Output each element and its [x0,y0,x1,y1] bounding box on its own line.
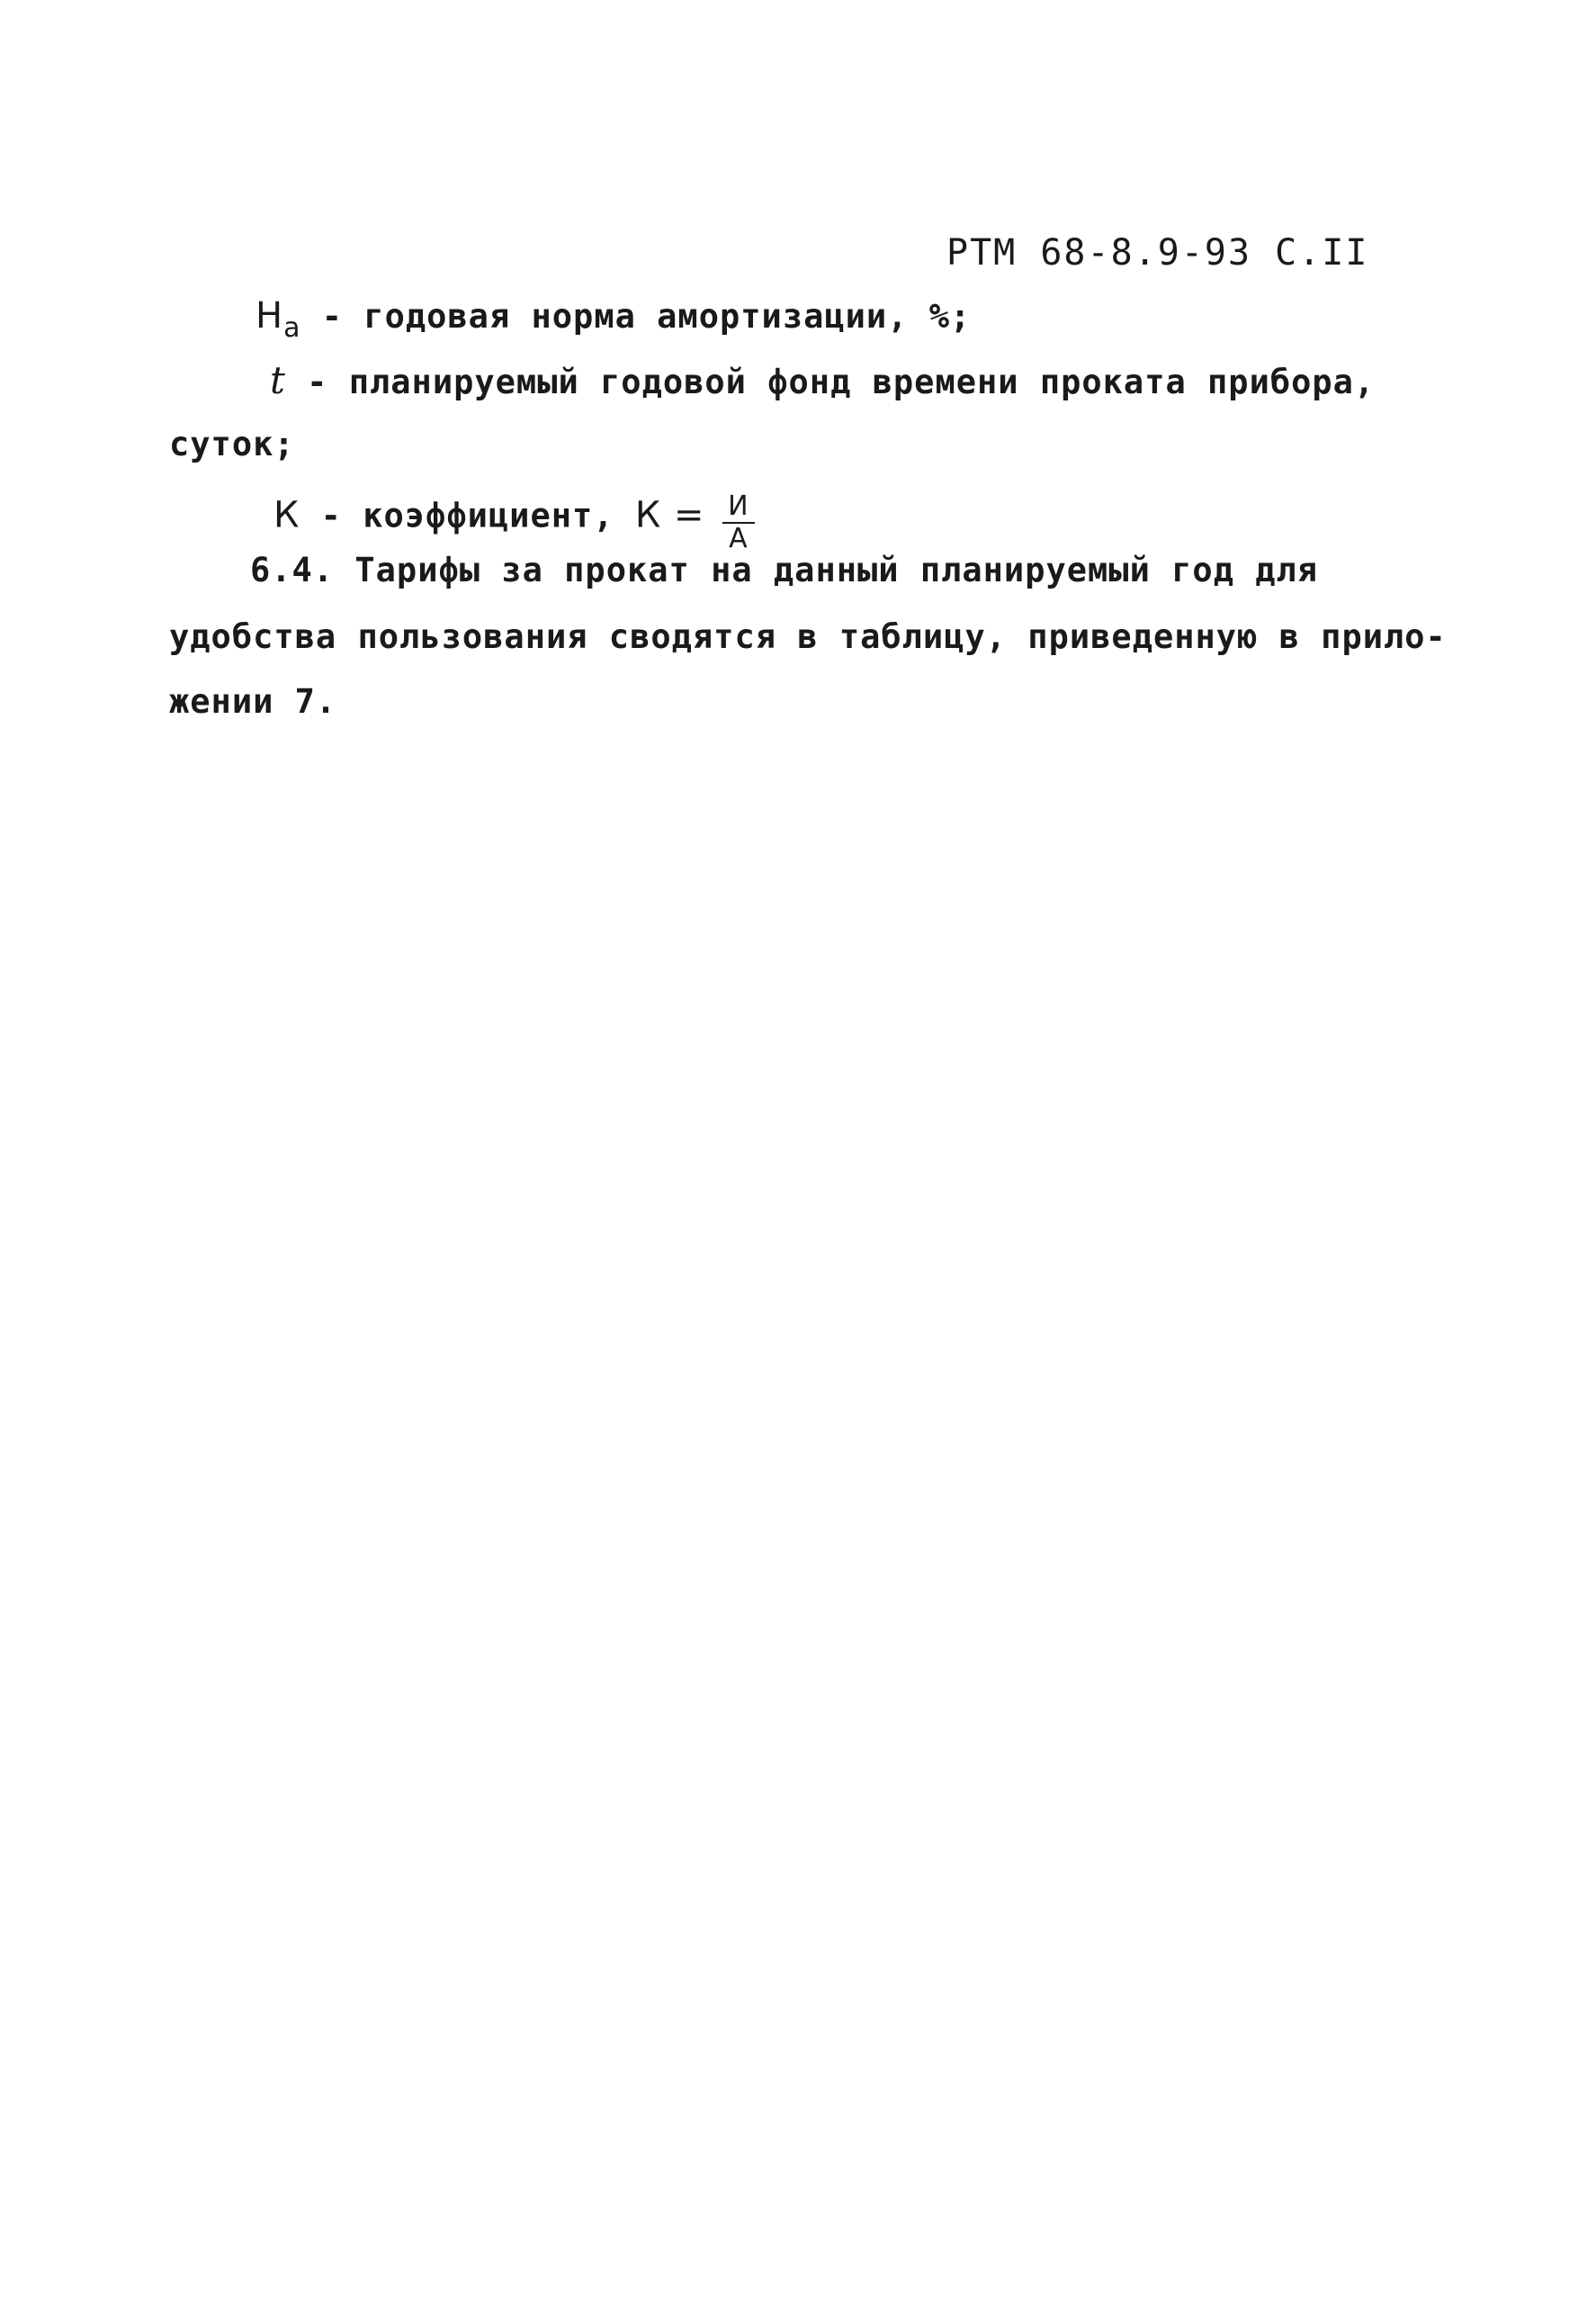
definition-t [270,358,1375,402]
paragraph-6-4-line-1: 6.4. Тарифы за прокат на данный планируемый год для [250,551,1319,589]
formula-fraction [722,491,754,554]
definition-ha-text: - годовая норма амортизации, %; [300,297,972,336]
definition-t-continuation: суток; [169,425,295,463]
symbol-h: H [256,295,284,337]
formula-lhs: К = [634,494,718,536]
formula-numerator: И [722,491,754,524]
symbol-k: К [273,494,300,536]
paragraph-6-4-line-3: жении 7. [169,682,337,721]
definition-t-text: - планируемый годовой фонд времени проката прибора, [285,363,1376,401]
page-header-doc-ref: РТМ 68-8.9-93 С.II [946,232,1369,274]
definition-ha [256,295,972,344]
definition-k-text: - коэффициент, [300,496,635,535]
symbol-t: t [270,358,286,402]
symbol-h-subscript: a [283,312,301,344]
formula-denominator: А [729,523,749,554]
paragraph-6-4-line-2: удобства пользования сводятся в таблицу, приведенную в прило- [169,617,1447,656]
definition-k [273,486,755,554]
